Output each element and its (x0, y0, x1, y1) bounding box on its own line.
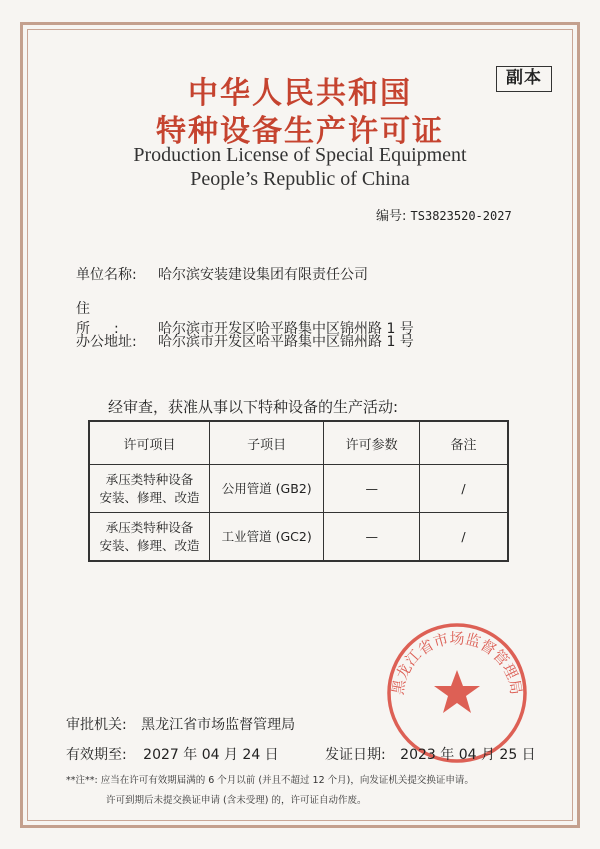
issue-date-row (325, 744, 536, 764)
title-cn-line2: 特种设备生产许可证 (156, 114, 444, 149)
authority-row (66, 714, 295, 734)
office-label: 办公地址: (76, 334, 137, 350)
certificate-number-label: 编号: (376, 209, 407, 224)
valid-until-label: 有效期至: (66, 747, 127, 763)
table-row (89, 513, 508, 562)
unit-name-row (76, 264, 368, 284)
license-item-line2: 安装、修理、改造 (99, 537, 200, 553)
valid-until-row (66, 744, 279, 764)
title-en-line1: Production License of Special Equipment (133, 144, 467, 166)
sub-item-cell: 公用管道 (GB2) (209, 465, 324, 513)
param-cell: — (324, 465, 420, 513)
table-row (89, 465, 508, 513)
table-header-cell: 许可项目 (89, 421, 209, 465)
remark-cell: / (419, 513, 508, 562)
approval-statement: 经审查，获准从事以下特种设备的生产活动: (108, 398, 399, 416)
issue-date-value: 2023 年 04 月 25 日 (400, 747, 536, 763)
seal-star-icon (434, 670, 480, 713)
license-item-line2: 安装、修理、改造 (99, 489, 200, 505)
title-en-line2: People’s Republic of China (190, 168, 410, 190)
address-label: 住所: (76, 301, 143, 337)
license-item-cell (89, 513, 209, 562)
table-header-cell: 备注 (419, 421, 508, 465)
license-item-line1: 承压类特种设备 (105, 471, 194, 487)
table-header-row (89, 421, 508, 465)
unit-name-label: 单位名称: (76, 267, 137, 283)
unit-name-value: 哈尔滨安装建设集团有限责任公司 (158, 267, 368, 283)
valid-until-value: 2027 年 04 月 24 日 (143, 747, 279, 763)
sub-item-cell: 工业管道 (GC2) (209, 513, 324, 562)
address-value: 哈尔滨市开发区哈平路集中区锦州路 1 号 (158, 321, 414, 337)
authority-value: 黑龙江省市场监督管理局 (141, 717, 296, 733)
certificate-number-value: TS3823520-2027 (410, 209, 512, 223)
title-cn-line1: 中华人民共和国 (188, 76, 412, 111)
activity-table (88, 420, 509, 562)
authority-label: 审批机关: (66, 717, 127, 733)
certificate-number (376, 205, 512, 224)
license-item-cell (89, 465, 209, 513)
seal-text-path: 黑龙江省市场监督管理局 (388, 629, 526, 697)
note-line1: **注**: 应当在许可有效期届满的 6 个月以前 (并且不超过 12 个月)，向发证机关提交换证申请。 (66, 775, 474, 786)
copy-badge: 副本 (496, 66, 552, 92)
license-item-line1: 承压类特种设备 (105, 519, 194, 535)
office-row (76, 331, 414, 351)
param-cell: — (324, 513, 420, 562)
table-header-cell: 许可参数 (324, 421, 420, 465)
note-line2: 许可到期后未提交换证申请 (含未受理) 的，许可证自动作废。 (106, 795, 367, 806)
table-header-cell: 子项目 (209, 421, 324, 465)
office-value: 哈尔滨市开发区哈平路集中区锦州路 1 号 (158, 334, 414, 350)
remark-cell: / (419, 465, 508, 513)
issue-date-label: 发证日期: (325, 747, 386, 763)
